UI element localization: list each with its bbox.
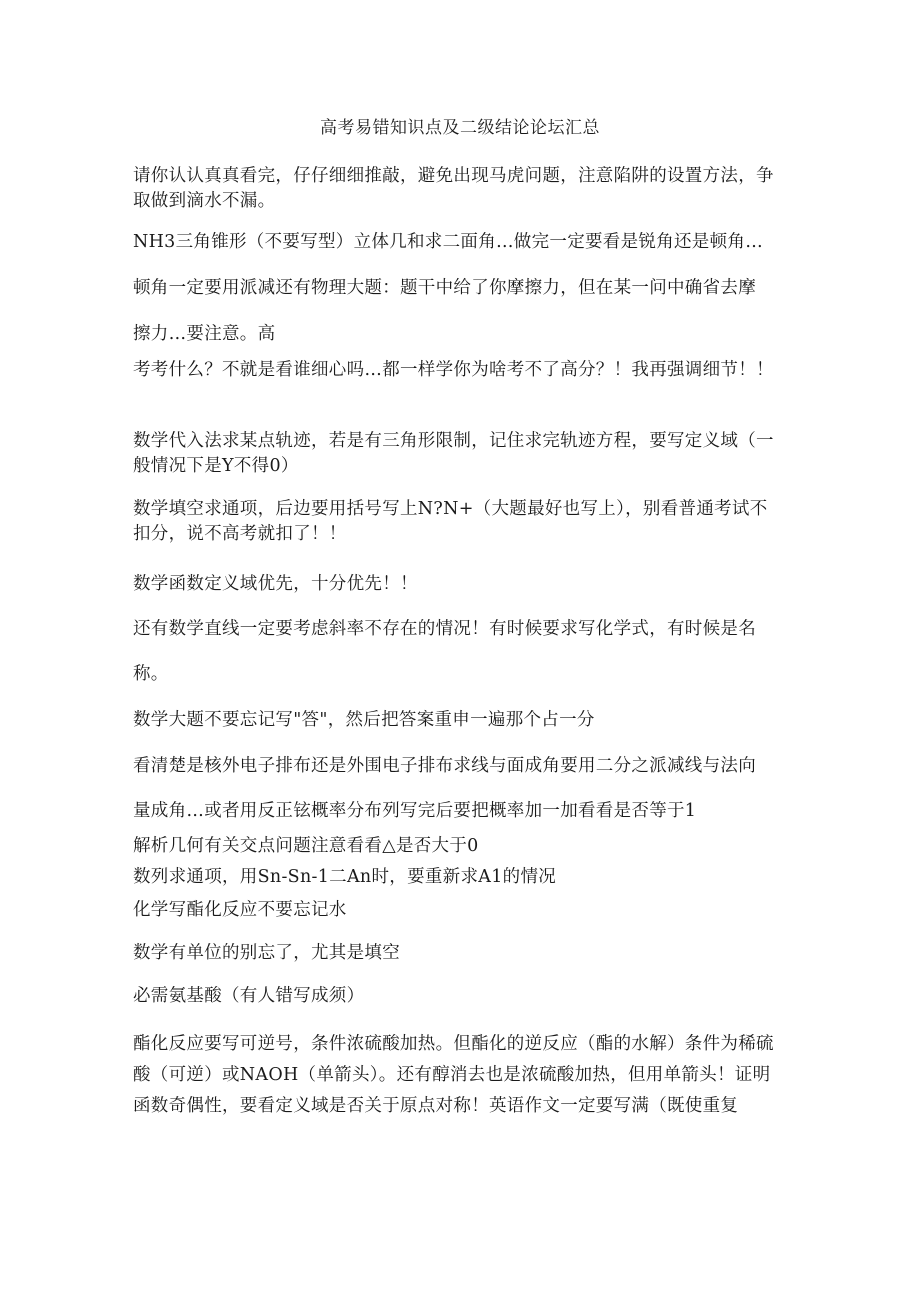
- paragraph-locus: 数学代入法求某点轨迹，若是有三角形限制，记住求完轨迹方程，要写定义域（一般情况下是Y不得0）: [133, 431, 774, 476]
- paragraph-probability: 量成角…或者用反正铉概率分布列写完后要把概率加一加看看是否等于1: [133, 801, 697, 821]
- paragraph-units: 数学有单位的别忘了，尤其是填空: [133, 943, 400, 963]
- paragraph-nh3: NH3三角锥形（不要写型）立体几和求二面角…做完一定要看是锐角还是顿角…: [133, 232, 764, 252]
- paragraph-sequence: 数列求通项，用Sn-Sn-1二An时，要重新求A1的情况: [133, 867, 557, 887]
- paragraph-slope: 还有数学直线一定要考虑斜率不存在的情况！有时候要求写化学式，有时候是名: [133, 619, 756, 639]
- paragraph-reaction-conditions: 酯化反应要写可逆号，条件浓硫酸加热。但酯化的逆反应（酯的水解）条件为稀硫酸（可逆）或NAOH（单箭头）。还有醇消去也是浓硫酸加热，但用单箭头！证明函数奇偶性，要看定义域是否关于原点对称！英语作文一定要写满（既使重复: [133, 1034, 774, 1116]
- paragraph-answer: 数学大题不要忘记写"答"，然后把答案重申一遍那个占一分: [133, 710, 595, 730]
- document-title: 高考易错知识点及二级结论论坛汇总: [320, 118, 600, 138]
- paragraph-esterification: 化学写酯化反应不要忘记水: [133, 900, 347, 920]
- paragraph-electron: 看清楚是核外电子排布还是外围电子排布求线与面成角要用二分之派减线与法向: [133, 756, 756, 776]
- paragraph-delta: 解析几何有关交点问题注意看看△是否大于0: [133, 836, 479, 856]
- paragraph-general-term: 数学填空求通项，后边要用括号写上N?N+（大题最好也写上），别看普通考试不扣分，说不高考就扣了！！: [133, 499, 768, 544]
- paragraph-details: 考考什么？不就是看谁细心吗…都一样学你为啥考不了高分？！我再强调细节！！: [133, 360, 774, 380]
- paragraph-domain-first: 数学函数定义域优先，十分优先！！: [133, 574, 418, 594]
- paragraph-amino-acid: 必需氨基酸（有人错写成须）: [133, 986, 365, 1006]
- paragraph-name: 称。: [133, 664, 169, 684]
- paragraph-obtuse-angle: 顿角一定要用派减还有物理大题：题干中给了你摩擦力，但在某一问中确省去摩: [133, 278, 756, 298]
- paragraph-intro: 请你认认真真看完，仔仔细细推敲，避免出现马虎问题，注意陷阱的设置方法，争取做到滴水不漏。: [133, 166, 774, 211]
- paragraph-friction: 擦力…要注意。高: [133, 324, 276, 344]
